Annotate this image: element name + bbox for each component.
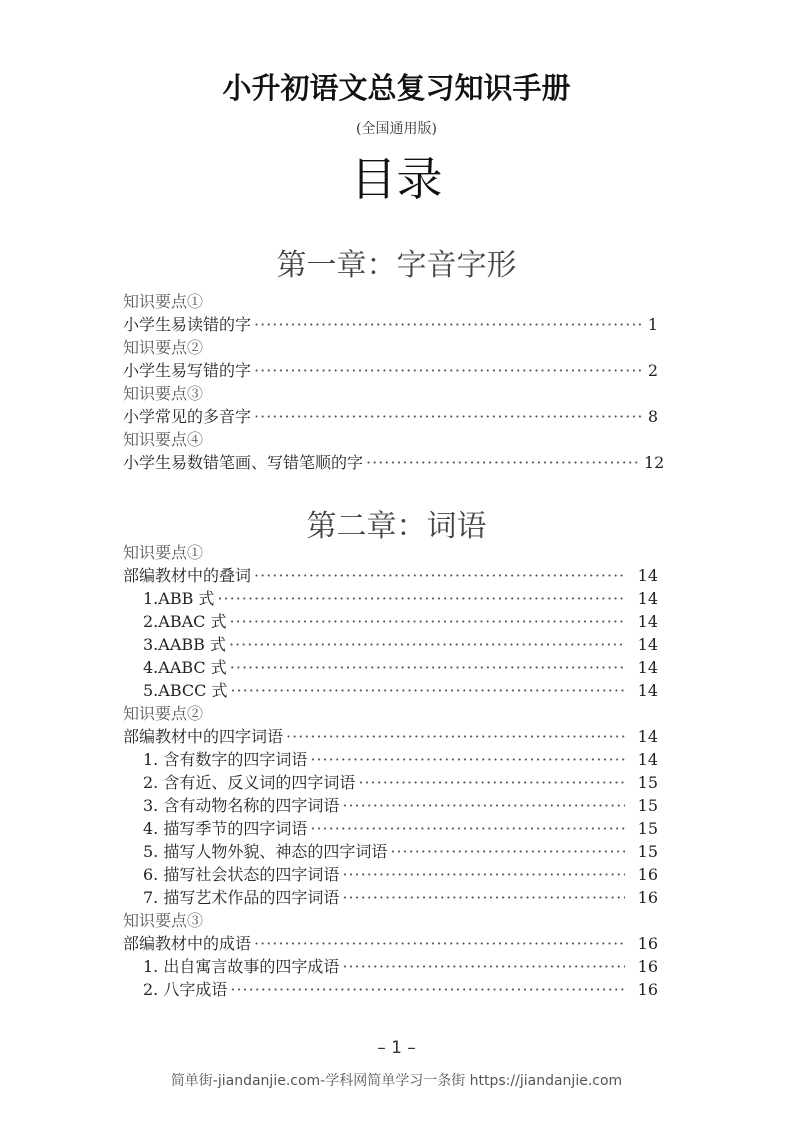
- toc-entry[interactable]: [123, 359, 658, 382]
- toc-entry-label: 小学生易写错的字: [123, 361, 252, 380]
- dot-leader: [342, 794, 625, 817]
- toc-entry[interactable]: [123, 863, 658, 886]
- toc-entry[interactable]: [123, 656, 658, 679]
- toc-entry-page: 14: [637, 566, 658, 585]
- toc-entry[interactable]: [123, 817, 658, 840]
- toc-entry-label: 小学生易读错的字: [123, 315, 252, 334]
- toc-entry[interactable]: [123, 564, 658, 587]
- toc-entry[interactable]: [123, 610, 658, 633]
- dot-leader: [217, 587, 625, 610]
- toc-entry-page: 15: [637, 773, 658, 792]
- toc-entry-page: 16: [637, 865, 658, 884]
- toc-section-heading: 知识要点②: [123, 338, 204, 357]
- toc-entry-page: 14: [637, 589, 658, 608]
- toc-entry-page: 15: [637, 819, 658, 838]
- toc-entry-page: 14: [637, 658, 658, 677]
- dot-leader: [254, 564, 625, 587]
- dot-leader: [286, 725, 625, 748]
- toc-entry[interactable]: [123, 955, 658, 978]
- toc-entry-label: 2. 含有近、反义词的四字词语: [143, 773, 356, 792]
- toc-entry-page: 14: [637, 635, 658, 654]
- toc-entry-label: 2.ABAC 式: [143, 612, 227, 631]
- toc-entry-page: 15: [637, 842, 658, 861]
- dot-leader: [229, 633, 625, 656]
- toc-entry-label: 1. 含有数字的四字词语: [143, 750, 308, 769]
- document-title: 小升初语文总复习知识手册: [222, 71, 571, 105]
- toc-entry-page: 12: [644, 453, 665, 472]
- toc-entry-page: 16: [637, 934, 658, 953]
- dot-leader: [230, 978, 625, 1001]
- toc-entry-page: 14: [637, 727, 658, 746]
- dot-leader: [254, 313, 641, 336]
- footer-watermark: 简单街-jiandanjie.com-学科网简单学习一条街 https://jiandanjie.com: [170, 1073, 623, 1089]
- dot-leader: [342, 863, 625, 886]
- dot-leader: [254, 359, 641, 382]
- dot-leader: [310, 817, 625, 840]
- toc-section-heading: 知识要点①: [123, 543, 204, 562]
- dot-leader: [229, 610, 625, 633]
- dot-leader: [366, 451, 641, 474]
- toc-entry-page: 16: [637, 957, 658, 976]
- toc-entry-label: 6. 描写社会状态的四字词语: [143, 865, 340, 884]
- toc-entry[interactable]: [123, 978, 658, 1001]
- page-number: – 1 –: [377, 1038, 416, 1058]
- dot-leader: [342, 955, 625, 978]
- toc-entry[interactable]: [123, 725, 658, 748]
- edition-subtitle: (全国通用版): [356, 121, 437, 137]
- toc-section-heading: 知识要点②: [123, 704, 204, 723]
- chapter-2-toc: [123, 541, 658, 1001]
- chapter-1-toc: [123, 290, 665, 474]
- toc-entry[interactable]: [123, 451, 665, 474]
- toc-entry-label: 3.AABB 式: [143, 635, 226, 654]
- toc-entry-page: 14: [637, 681, 658, 700]
- dot-leader: [342, 886, 625, 909]
- toc-entry-page: 14: [637, 750, 658, 769]
- toc-entry-label: 1.ABB 式: [143, 589, 215, 608]
- toc-entry-label: 3. 含有动物名称的四字词语: [143, 796, 340, 815]
- toc-entry-label: 小学常见的多音字: [123, 407, 252, 426]
- toc-entry-page: 1: [647, 315, 658, 334]
- toc-entry-label: 5. 描写人物外貌、神态的四字词语: [143, 842, 388, 861]
- dot-leader: [310, 748, 625, 771]
- toc-entry-label: 小学生易数错笔画、写错笔顺的字: [123, 453, 364, 472]
- toc-entry-page: 16: [637, 980, 658, 999]
- toc-entry-label: 4. 描写季节的四字词语: [143, 819, 308, 838]
- toc-entry[interactable]: [123, 679, 658, 702]
- dot-leader: [358, 771, 625, 794]
- toc-entry-label: 部编教材中的成语: [123, 934, 252, 953]
- toc-section-heading: 知识要点③: [123, 911, 204, 930]
- toc-entry-page: 2: [647, 361, 658, 380]
- toc-entry[interactable]: [123, 748, 658, 771]
- toc-entry[interactable]: [123, 932, 658, 955]
- toc-entry[interactable]: [123, 840, 658, 863]
- chapter-1-title: 第一章：字音字形: [276, 248, 517, 283]
- toc-entry-label: 7. 描写艺术作品的四字词语: [143, 888, 340, 907]
- toc-entry[interactable]: [123, 405, 658, 428]
- toc-entry-label: 1. 出自寓言故事的四字成语: [143, 957, 340, 976]
- toc-entry[interactable]: [123, 886, 658, 909]
- toc-section-heading: 知识要点①: [123, 292, 204, 311]
- toc-entry-label: 部编教材中的叠词: [123, 566, 252, 585]
- chapter-2-title: 第二章：词语: [306, 509, 487, 544]
- toc-entry-label: 4.AABC 式: [143, 658, 227, 677]
- toc-entry-page: 15: [637, 796, 658, 815]
- toc-entry-page: 16: [637, 888, 658, 907]
- toc-entry-label: 部编教材中的四字词语: [123, 727, 284, 746]
- toc-entry-page: 14: [637, 612, 658, 631]
- toc-entry[interactable]: [123, 771, 658, 794]
- toc-entry[interactable]: [123, 313, 658, 336]
- dot-leader: [390, 840, 625, 863]
- dot-leader: [230, 656, 625, 679]
- toc-section-heading: 知识要点④: [123, 430, 204, 449]
- toc-section-heading: 知识要点③: [123, 384, 204, 403]
- toc-entry[interactable]: [123, 633, 658, 656]
- toc-heading: 目录: [350, 152, 443, 206]
- dot-leader: [254, 405, 641, 428]
- toc-entry-label: 5.ABCC 式: [143, 681, 228, 700]
- dot-leader: [230, 679, 625, 702]
- dot-leader: [254, 932, 625, 955]
- toc-entry-label: 2. 八字成语: [143, 980, 228, 999]
- toc-entry[interactable]: [123, 587, 658, 610]
- toc-entry-page: 8: [647, 407, 658, 426]
- toc-entry[interactable]: [123, 794, 658, 817]
